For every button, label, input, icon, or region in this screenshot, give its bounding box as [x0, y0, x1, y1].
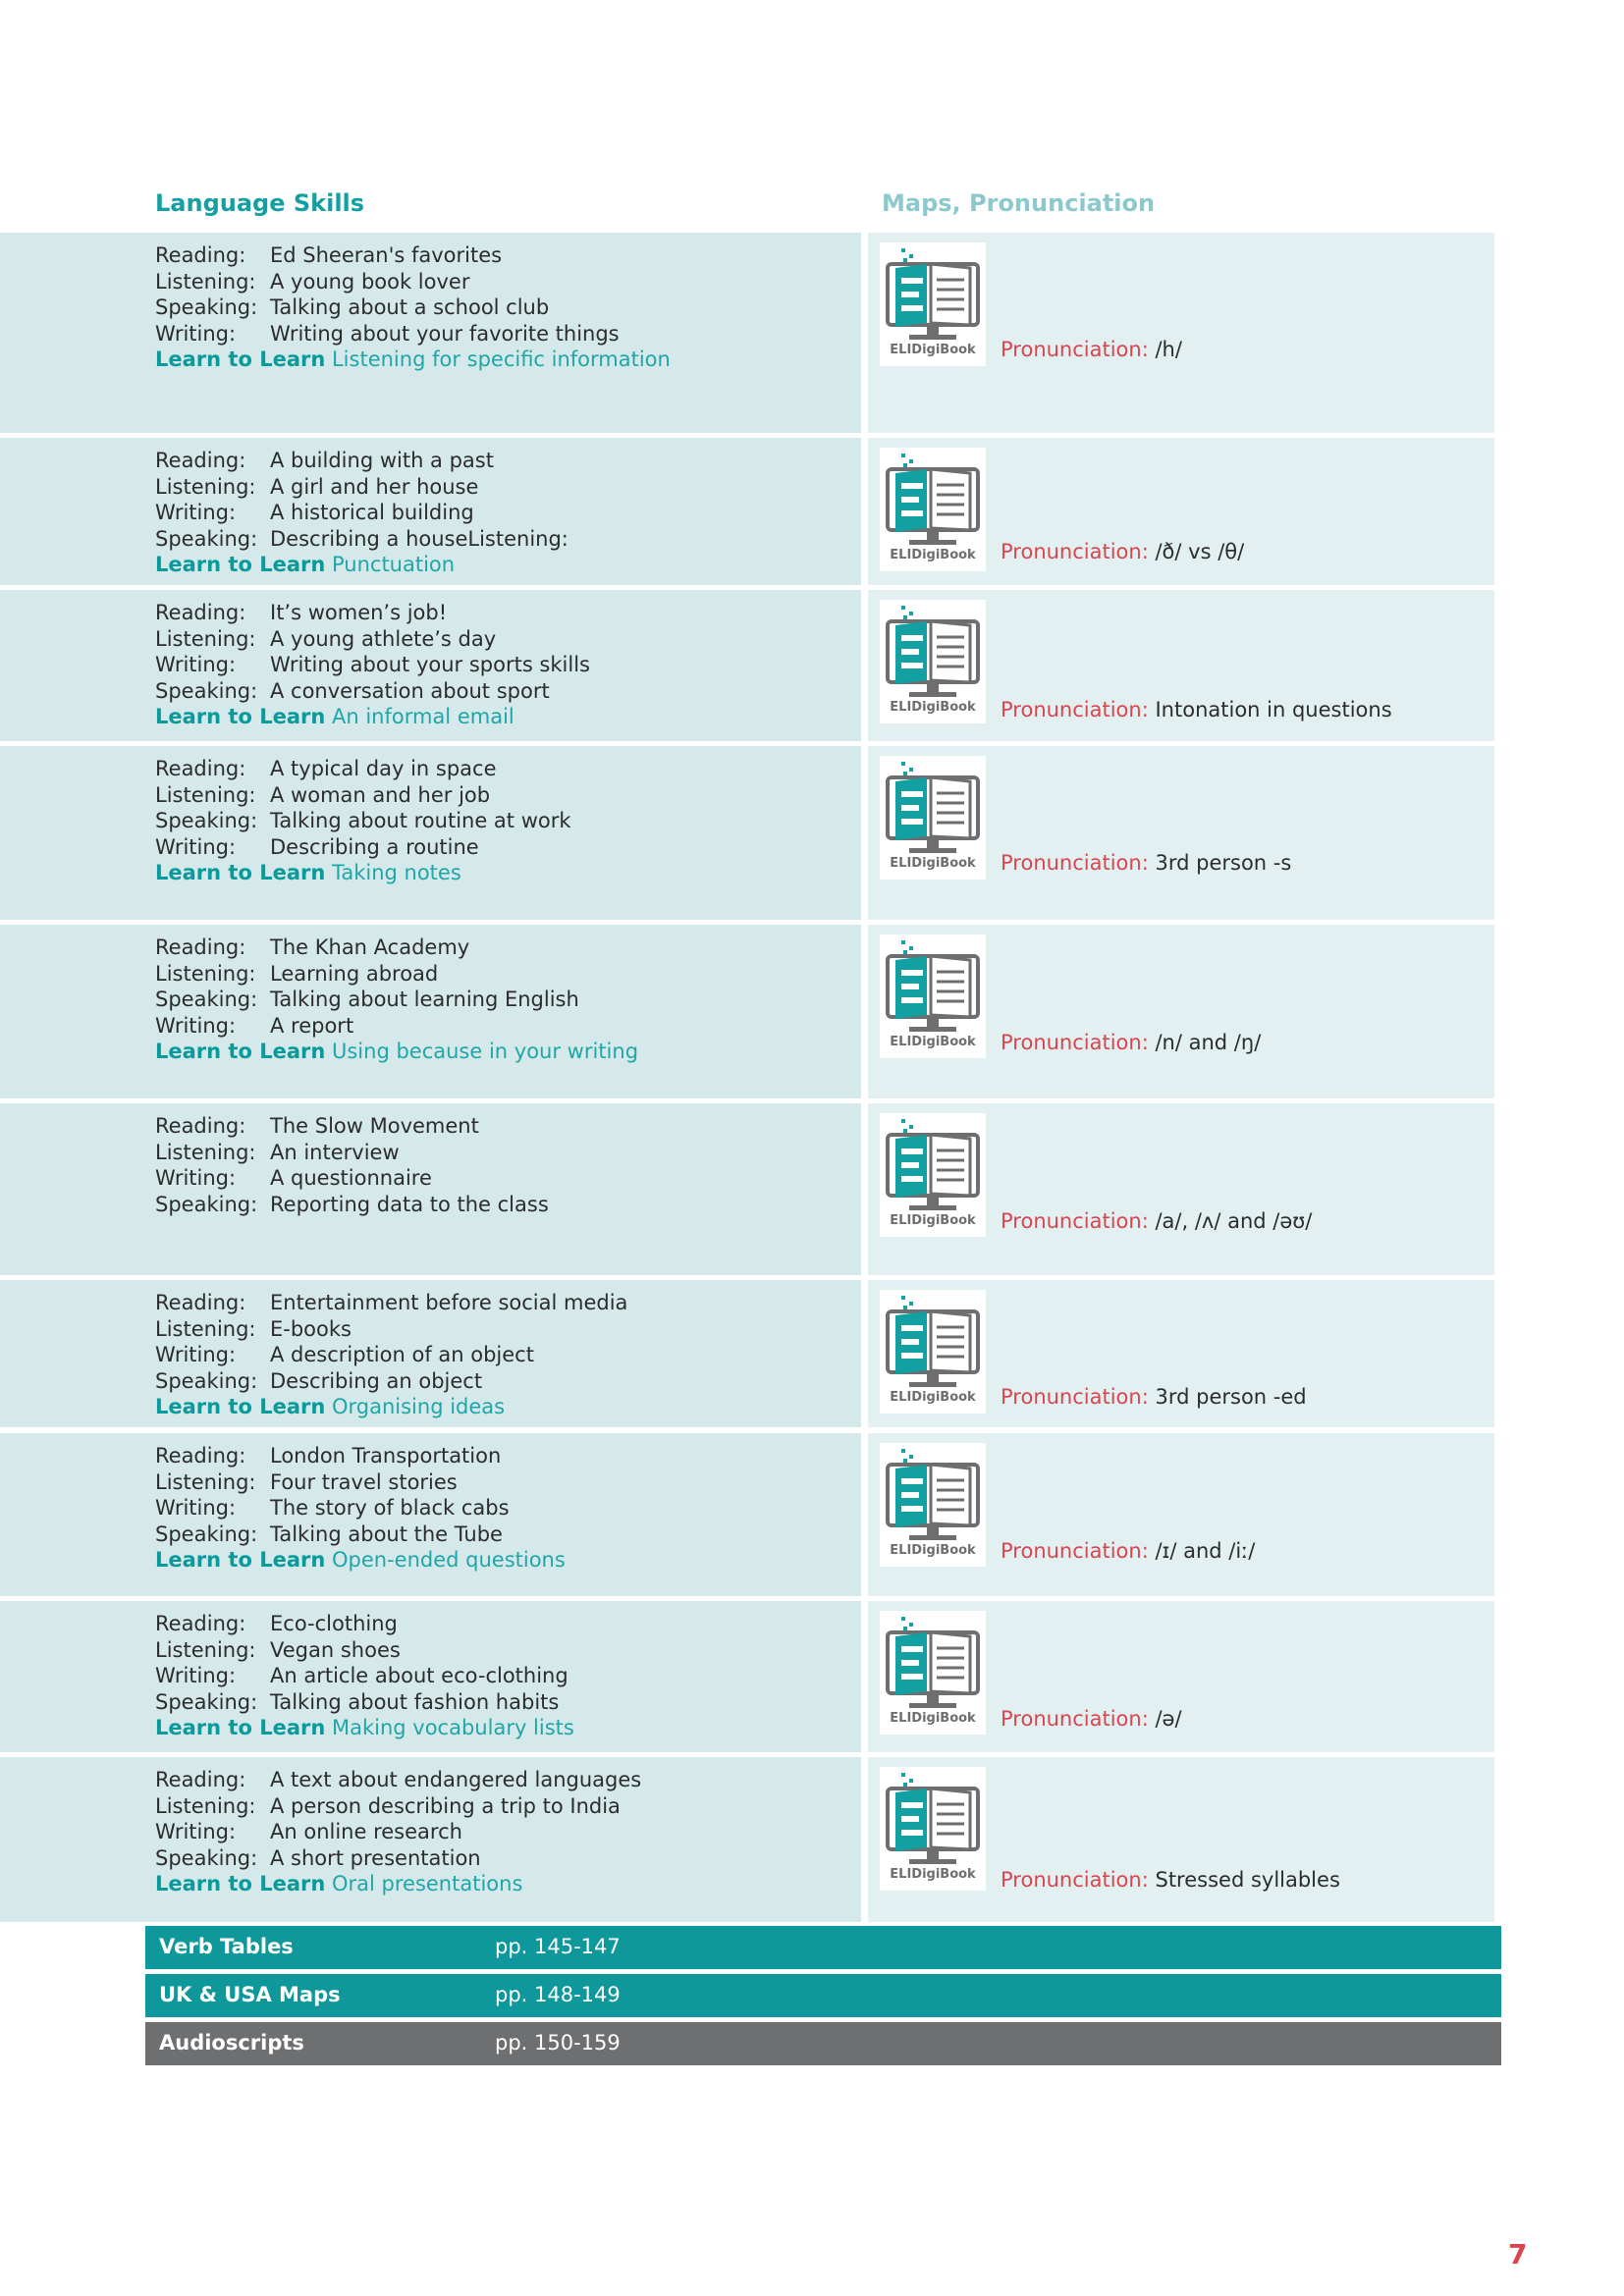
- learn-to-learn-text: Taking notes: [331, 861, 461, 884]
- pronunciation-label: Pronunciation:: [1001, 1868, 1149, 1892]
- skill-line: [155, 987, 638, 1013]
- learn-to-learn-line: [155, 1039, 638, 1065]
- skill-label: Writing:: [155, 1343, 237, 1366]
- pronunciation-cell: [868, 233, 1494, 433]
- skill-line: [155, 1443, 566, 1469]
- pronunciation-line: [1001, 338, 1182, 361]
- skill-text: Vegan shoes: [270, 1637, 401, 1662]
- learn-to-learn-line: [155, 347, 671, 373]
- learn-to-learn-text: Using because in your writing: [331, 1040, 639, 1063]
- pronunciation-line: [1001, 1031, 1261, 1054]
- skill-text: Writing about your favorite things: [270, 321, 620, 346]
- language-skills-cell: [0, 925, 861, 1098]
- skill-label: Speaking:: [155, 1845, 258, 1870]
- skill-line: [155, 1845, 641, 1872]
- skill-text: A person describing a trip to India: [270, 1793, 621, 1818]
- syllabus-row: [0, 1433, 1494, 1596]
- pronunciation-line: [1001, 1385, 1307, 1409]
- pronunciation-line: [1001, 698, 1392, 721]
- skill-label: Reading:: [155, 1114, 246, 1138]
- skill-text: A text about endangered languages: [270, 1768, 642, 1791]
- skill-line: [155, 1192, 549, 1218]
- skills-list: [155, 1443, 566, 1574]
- appendix-bar-label: Verb Tables: [159, 1935, 294, 1958]
- skill-text: The Khan Academy: [270, 935, 470, 959]
- skill-text: A questionnaire: [270, 1166, 432, 1190]
- skill-text: A description of an object: [270, 1343, 534, 1366]
- learn-to-learn-label: Learn to Learn: [155, 347, 326, 371]
- learn-to-learn-label: Learn to Learn: [155, 1395, 326, 1418]
- skill-text: Four travel stories: [270, 1469, 458, 1494]
- skill-line: [155, 294, 671, 321]
- logo-text: ELIDigiBook: [890, 1390, 976, 1405]
- skill-label: Writing:: [155, 1166, 237, 1190]
- skill-line: [155, 961, 638, 988]
- elidigibook-icon[interactable]: [880, 242, 986, 366]
- skill-line: [155, 600, 590, 626]
- skill-label: Writing:: [155, 834, 237, 859]
- skills-list: [155, 1113, 549, 1217]
- skill-line: [155, 1368, 627, 1395]
- skill-text: Learning abroad: [270, 961, 439, 986]
- elidigibook-icon[interactable]: [880, 756, 986, 880]
- skill-line: [155, 808, 571, 834]
- pronunciation-cell: [868, 1280, 1494, 1427]
- pronunciation-line: [1001, 540, 1244, 563]
- learn-to-learn-text: Making vocabulary lists: [331, 1716, 574, 1739]
- pronunciation-label: Pronunciation:: [1001, 1385, 1149, 1409]
- skill-label: Listening:: [155, 474, 256, 499]
- pronunciation-text: 3rd person -ed: [1155, 1385, 1307, 1409]
- skill-text: Talking about a school club: [270, 295, 550, 319]
- skill-line: [155, 1495, 566, 1522]
- skill-line: [155, 1522, 566, 1548]
- skill-line: [155, 321, 671, 347]
- pronunciation-label: Pronunciation:: [1001, 1209, 1149, 1233]
- skill-text: Ed Sheeran's favorites: [270, 243, 503, 267]
- syllabus-row: [0, 925, 1494, 1098]
- pronunciation-text: /h/: [1155, 338, 1182, 361]
- elidigibook-icon[interactable]: [880, 1290, 986, 1414]
- syllabus-row: [0, 1103, 1494, 1275]
- skill-line: [155, 1165, 549, 1192]
- skill-label: Speaking:: [155, 1368, 258, 1393]
- skill-label: Listening:: [155, 1140, 256, 1164]
- skill-line: [155, 242, 671, 269]
- skill-label: Reading:: [155, 243, 246, 267]
- pronunciation-label: Pronunciation:: [1001, 1707, 1149, 1731]
- skill-line: [155, 526, 568, 553]
- skill-label: Reading:: [155, 1444, 246, 1468]
- skill-text: A girl and her house: [270, 474, 479, 499]
- skill-line: [155, 1113, 549, 1140]
- logo-text: ELIDigiBook: [890, 1213, 976, 1228]
- maps-pronunciation-heading: Maps, Pronunciation: [882, 189, 1156, 217]
- elidigibook-icon[interactable]: [880, 1611, 986, 1735]
- learn-to-learn-text: Oral presentations: [331, 1872, 523, 1896]
- skill-text: A short presentation: [270, 1845, 481, 1870]
- skill-text: The Slow Movement: [270, 1114, 479, 1138]
- skill-line: [155, 782, 571, 809]
- skill-label: Reading:: [155, 1291, 246, 1314]
- skill-line: [155, 1316, 627, 1343]
- learn-to-learn-label: Learn to Learn: [155, 861, 326, 884]
- page-number: 7: [1508, 2238, 1528, 2270]
- elidigibook-icon[interactable]: [880, 934, 986, 1058]
- logo-text: ELIDigiBook: [890, 548, 976, 562]
- elidigibook-icon[interactable]: [880, 448, 986, 571]
- pronunciation-text: /a/, /ʌ/ and /əʊ/: [1155, 1209, 1313, 1233]
- pronunciation-text: Stressed syllables: [1155, 1868, 1340, 1892]
- skill-label: Speaking:: [155, 809, 258, 832]
- skill-line: [155, 626, 590, 653]
- skill-line: [155, 756, 571, 782]
- skill-text: A historical building: [270, 501, 474, 524]
- pronunciation-cell: [868, 1103, 1494, 1275]
- learn-to-learn-text: Open-ended questions: [331, 1548, 566, 1572]
- skill-text: A building with a past: [270, 449, 494, 472]
- skill-label: Speaking:: [155, 1689, 258, 1714]
- skill-line: [155, 474, 568, 501]
- skills-list: [155, 242, 671, 373]
- skill-line: [155, 934, 638, 961]
- learn-to-learn-text: Organising ideas: [331, 1395, 506, 1418]
- skill-line: [155, 1290, 627, 1316]
- learn-to-learn-line: [155, 1394, 627, 1420]
- pronunciation-text: 3rd person -s: [1155, 851, 1292, 875]
- skill-label: Speaking:: [155, 988, 258, 1011]
- skill-line: [155, 1140, 549, 1166]
- skill-line: [155, 269, 671, 295]
- skill-label: Listening:: [155, 1793, 256, 1818]
- skill-label: Speaking:: [155, 678, 258, 703]
- syllabus-row: [0, 233, 1494, 433]
- pronunciation-label: Pronunciation:: [1001, 851, 1149, 875]
- pronunciation-cell: [868, 1757, 1494, 1922]
- skill-text: Talking about learning English: [270, 988, 579, 1011]
- language-skills-cell: [0, 590, 861, 741]
- skills-list: [155, 934, 638, 1065]
- skill-label: Reading:: [155, 757, 246, 780]
- pronunciation-cell: [868, 590, 1494, 741]
- pronunciation-label: Pronunciation:: [1001, 540, 1149, 563]
- appendix-bar-label: UK & USA Maps: [159, 1983, 341, 2006]
- skill-text: Eco-clothing: [270, 1612, 398, 1635]
- language-skills-cell: [0, 1433, 861, 1596]
- skill-line: [155, 652, 590, 678]
- skill-text: Reporting data to the class: [270, 1192, 549, 1216]
- language-skills-cell: [0, 746, 861, 920]
- skill-label: Listening:: [155, 1469, 256, 1494]
- syllabus-row: [0, 746, 1494, 920]
- skill-line: [155, 834, 571, 861]
- syllabus-row: [0, 1757, 1494, 1922]
- skill-text: A conversation about sport: [270, 678, 550, 703]
- learn-to-learn-line: [155, 552, 568, 578]
- learn-to-learn-text: An informal email: [331, 705, 514, 728]
- learn-to-learn-text: Punctuation: [331, 553, 456, 576]
- skill-label: Listening:: [155, 626, 256, 651]
- skill-label: Writing:: [155, 1013, 237, 1038]
- syllabus-row: [0, 1601, 1494, 1752]
- learn-to-learn-line: [155, 1547, 566, 1574]
- appendix-bar-label: Audioscripts: [159, 2031, 304, 2055]
- pronunciation-label: Pronunciation:: [1001, 338, 1149, 361]
- learn-to-learn-line: [155, 704, 590, 730]
- pronunciation-line: [1001, 1868, 1340, 1892]
- learn-to-learn-label: Learn to Learn: [155, 1548, 326, 1572]
- language-skills-cell: [0, 1601, 861, 1752]
- syllabus-row: [0, 590, 1494, 741]
- learn-to-learn-text: Listening for specific information: [331, 347, 671, 371]
- logo-text: ELIDigiBook: [890, 700, 976, 715]
- skill-line: [155, 678, 590, 705]
- pronunciation-label: Pronunciation:: [1001, 1539, 1149, 1563]
- skill-text: A woman and her job: [270, 782, 491, 807]
- skill-text: An online research: [270, 1820, 462, 1843]
- skill-text: An article about eco-clothing: [270, 1664, 568, 1687]
- skill-label: Speaking:: [155, 1192, 258, 1216]
- skill-text: It’s women’s job!: [270, 601, 448, 624]
- skill-line: [155, 1013, 638, 1040]
- appendix-bar[interactable]: [145, 1926, 1501, 1969]
- logo-text: ELIDigiBook: [890, 1711, 976, 1726]
- syllabus-row: [0, 438, 1494, 585]
- skill-label: Speaking:: [155, 295, 258, 319]
- syllabus-row: [0, 1280, 1494, 1427]
- skill-line: [155, 1767, 641, 1793]
- skill-label: Speaking:: [155, 526, 258, 551]
- learn-to-learn-line: [155, 1871, 641, 1897]
- elidigibook-icon[interactable]: [880, 1443, 986, 1567]
- pronunciation-line: [1001, 851, 1291, 875]
- skills-list: [155, 600, 590, 730]
- skill-label: Reading:: [155, 1768, 246, 1791]
- skill-line: [155, 500, 568, 526]
- pronunciation-cell: [868, 746, 1494, 920]
- learn-to-learn-label: Learn to Learn: [155, 1040, 326, 1063]
- language-skills-cell: [0, 233, 861, 433]
- skills-list: [155, 448, 568, 578]
- elidigibook-icon[interactable]: [880, 1113, 986, 1237]
- skills-list: [155, 1611, 574, 1741]
- skill-text: Describing a houseListening:: [270, 526, 568, 551]
- skill-label: Writing:: [155, 321, 237, 346]
- skill-text: E-books: [270, 1316, 352, 1341]
- skill-label: Reading:: [155, 1612, 246, 1635]
- skill-label: Reading:: [155, 601, 246, 624]
- skill-text: London Transportation: [270, 1444, 502, 1468]
- skill-line: [155, 1469, 566, 1496]
- skill-text: A typical day in space: [270, 757, 497, 780]
- skill-label: Writing:: [155, 1664, 237, 1687]
- language-skills-cell: [0, 1103, 861, 1275]
- skill-label: Speaking:: [155, 1522, 258, 1546]
- skill-text: Describing a routine: [270, 834, 479, 859]
- skill-text: A young athlete’s day: [270, 626, 497, 651]
- appendix-bar-pages: pp. 148-149: [495, 1983, 621, 2006]
- skill-label: Writing:: [155, 1820, 237, 1843]
- logo-text: ELIDigiBook: [890, 343, 976, 357]
- language-skills-heading: Language Skills: [155, 189, 365, 217]
- skills-list: [155, 1767, 641, 1897]
- pronunciation-line: [1001, 1539, 1255, 1563]
- skill-text: Describing an object: [270, 1368, 483, 1393]
- learn-to-learn-line: [155, 860, 571, 886]
- logo-text: ELIDigiBook: [890, 1543, 976, 1558]
- appendix-bar-pages: pp. 145-147: [495, 1935, 621, 1958]
- language-skills-cell: [0, 438, 861, 585]
- logo-text: ELIDigiBook: [890, 1035, 976, 1049]
- pronunciation-label: Pronunciation:: [1001, 1031, 1149, 1054]
- skill-text: A young book lover: [270, 269, 470, 294]
- learn-to-learn-label: Learn to Learn: [155, 705, 326, 728]
- elidigibook-icon[interactable]: [880, 1767, 986, 1891]
- pronunciation-cell: [868, 1433, 1494, 1596]
- appendix-bar[interactable]: [145, 2022, 1501, 2065]
- skill-text: Talking about fashion habits: [270, 1689, 560, 1714]
- skill-text: Entertainment before social media: [270, 1291, 628, 1314]
- skill-text: An interview: [270, 1140, 400, 1164]
- pronunciation-line: [1001, 1707, 1182, 1731]
- pronunciation-text: /ɪ/ and /iː/: [1155, 1539, 1256, 1563]
- pronunciation-text: /n/ and /ŋ/: [1155, 1031, 1262, 1054]
- skill-line: [155, 1689, 574, 1716]
- learn-to-learn-label: Learn to Learn: [155, 1872, 326, 1896]
- skill-text: Talking about routine at work: [270, 809, 571, 832]
- skill-label: Writing:: [155, 501, 237, 524]
- skill-text: Writing about your sports skills: [270, 653, 590, 676]
- skill-label: Writing:: [155, 1496, 237, 1520]
- pronunciation-cell: [868, 925, 1494, 1098]
- skill-label: Listening:: [155, 1637, 256, 1662]
- pronunciation-text: /ə/: [1155, 1707, 1182, 1731]
- skill-line: [155, 1819, 641, 1845]
- skill-label: Listening:: [155, 782, 256, 807]
- skill-text: Talking about the Tube: [270, 1522, 503, 1546]
- skill-text: The story of black cabs: [270, 1496, 510, 1520]
- skill-label: Listening:: [155, 1316, 256, 1341]
- appendix-bar[interactable]: [145, 1974, 1501, 2017]
- skill-label: Reading:: [155, 935, 246, 959]
- skills-list: [155, 1290, 627, 1420]
- appendix-bar-pages: pp. 150-159: [495, 2031, 621, 2055]
- skill-label: Writing:: [155, 653, 237, 676]
- skill-text: A report: [270, 1013, 354, 1038]
- skill-label: Listening:: [155, 961, 256, 986]
- pronunciation-line: [1001, 1209, 1312, 1233]
- learn-to-learn-line: [155, 1715, 574, 1741]
- learn-to-learn-label: Learn to Learn: [155, 553, 326, 576]
- skills-list: [155, 756, 571, 886]
- learn-to-learn-label: Learn to Learn: [155, 1716, 326, 1739]
- skill-label: Reading:: [155, 449, 246, 472]
- language-skills-cell: [0, 1280, 861, 1427]
- pronunciation-text: /ð/ vs /θ/: [1155, 540, 1245, 563]
- pronunciation-text: Intonation in questions: [1155, 698, 1392, 721]
- logo-text: ELIDigiBook: [890, 856, 976, 871]
- skill-line: [155, 1342, 627, 1368]
- skill-line: [155, 1611, 574, 1637]
- pronunciation-cell: [868, 438, 1494, 585]
- skill-label: Listening:: [155, 269, 256, 294]
- skill-line: [155, 1637, 574, 1664]
- pronunciation-label: Pronunciation:: [1001, 698, 1149, 721]
- pronunciation-cell: [868, 1601, 1494, 1752]
- skill-line: [155, 1793, 641, 1820]
- skill-line: [155, 1663, 574, 1689]
- skill-line: [155, 448, 568, 474]
- logo-text: ELIDigiBook: [890, 1867, 976, 1882]
- elidigibook-icon[interactable]: [880, 600, 986, 723]
- language-skills-cell: [0, 1757, 861, 1922]
